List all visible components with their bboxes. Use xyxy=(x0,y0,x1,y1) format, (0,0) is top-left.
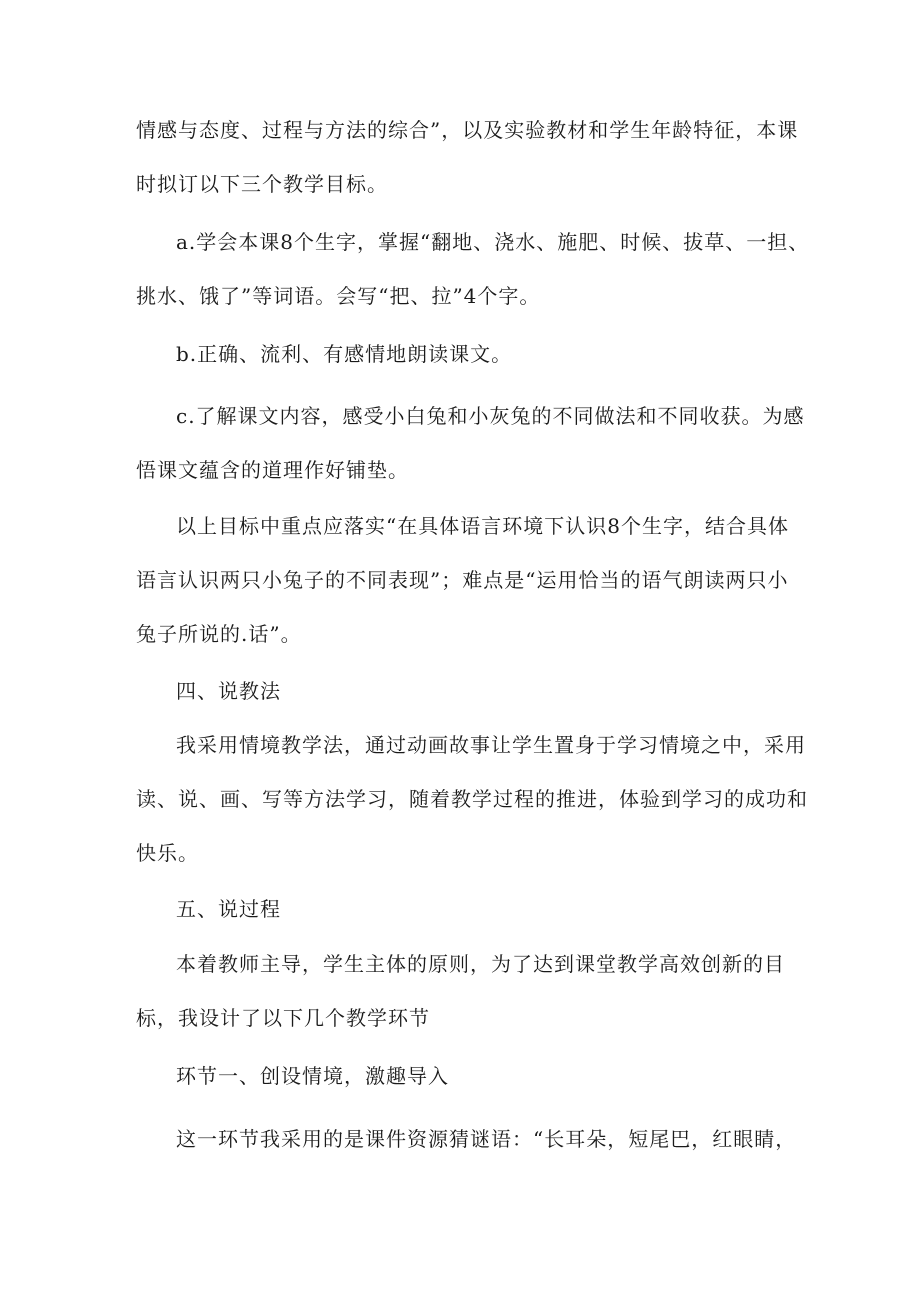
text-line: 语言认识两只小兔子的不同表现”；难点是“运用恰当的语气朗读两只小 xyxy=(136,568,789,592)
text-line: 这一环节我采用的是课件资源猜谜语：“长耳朵，短尾巴，红眼睛， xyxy=(176,1127,797,1151)
paragraph-process-intro xyxy=(136,937,786,1045)
section-heading-process xyxy=(136,882,786,936)
text-line: 兔子所说的.话”。 xyxy=(136,622,302,646)
paragraph-goal-c xyxy=(136,389,805,497)
text-line: 我采用情境教学法，通过动画故事让学生置身于学习情境之中，采用 xyxy=(176,733,806,757)
text-line: 四、说教法 xyxy=(176,679,281,703)
text-line: 标，我设计了以下几个教学环节 xyxy=(136,1006,430,1030)
text-line: 情感与态度、过程与方法的综合”，以及实验教材和学生年龄特征，本课 xyxy=(136,118,799,142)
section-heading-teaching-method xyxy=(136,664,786,718)
text-line: 本着教师主导，学生主体的原则，为了达到课堂教学高效创新的目 xyxy=(176,952,785,976)
paragraph-step-one xyxy=(136,1112,797,1166)
text-line: 五、说过程 xyxy=(176,897,281,921)
paragraph-key-points xyxy=(136,499,789,661)
text-line: 挑水、饿了”等词语。会写“把、拉”4个字。 xyxy=(136,284,541,308)
paragraph-teaching-method xyxy=(136,718,808,880)
text-line: a.学会本课8个生字，掌握“翻地、浇水、施肥、时候、拔草、一担、 xyxy=(176,230,810,254)
text-line: 时拟订以下三个教学目标。 xyxy=(136,172,388,196)
paragraph-goal-a xyxy=(136,215,810,323)
subheading-step-one xyxy=(136,1049,786,1103)
text-line: 悟课文蕴含的道理作好铺垫。 xyxy=(136,458,409,482)
text-line: 环节一、创设情境，激趣导入 xyxy=(176,1064,449,1088)
text-line: 读、说、画、写等方法学习，随着教学过程的推进，体验到学习的成功和 xyxy=(136,787,808,811)
text-line: c.了解课文内容，感受小白兔和小灰兔的不同做法和不同收获。为感 xyxy=(176,404,805,428)
text-line: 以上目标中重点应落实“在具体语言环境下认识8个生字，结合具体 xyxy=(176,514,789,538)
text-line: b.正确、流利、有感情地朗读课文。 xyxy=(176,342,513,366)
paragraph-intro-continued xyxy=(136,103,799,211)
text-line: 快乐。 xyxy=(136,841,199,865)
paragraph-goal-b xyxy=(136,327,786,381)
